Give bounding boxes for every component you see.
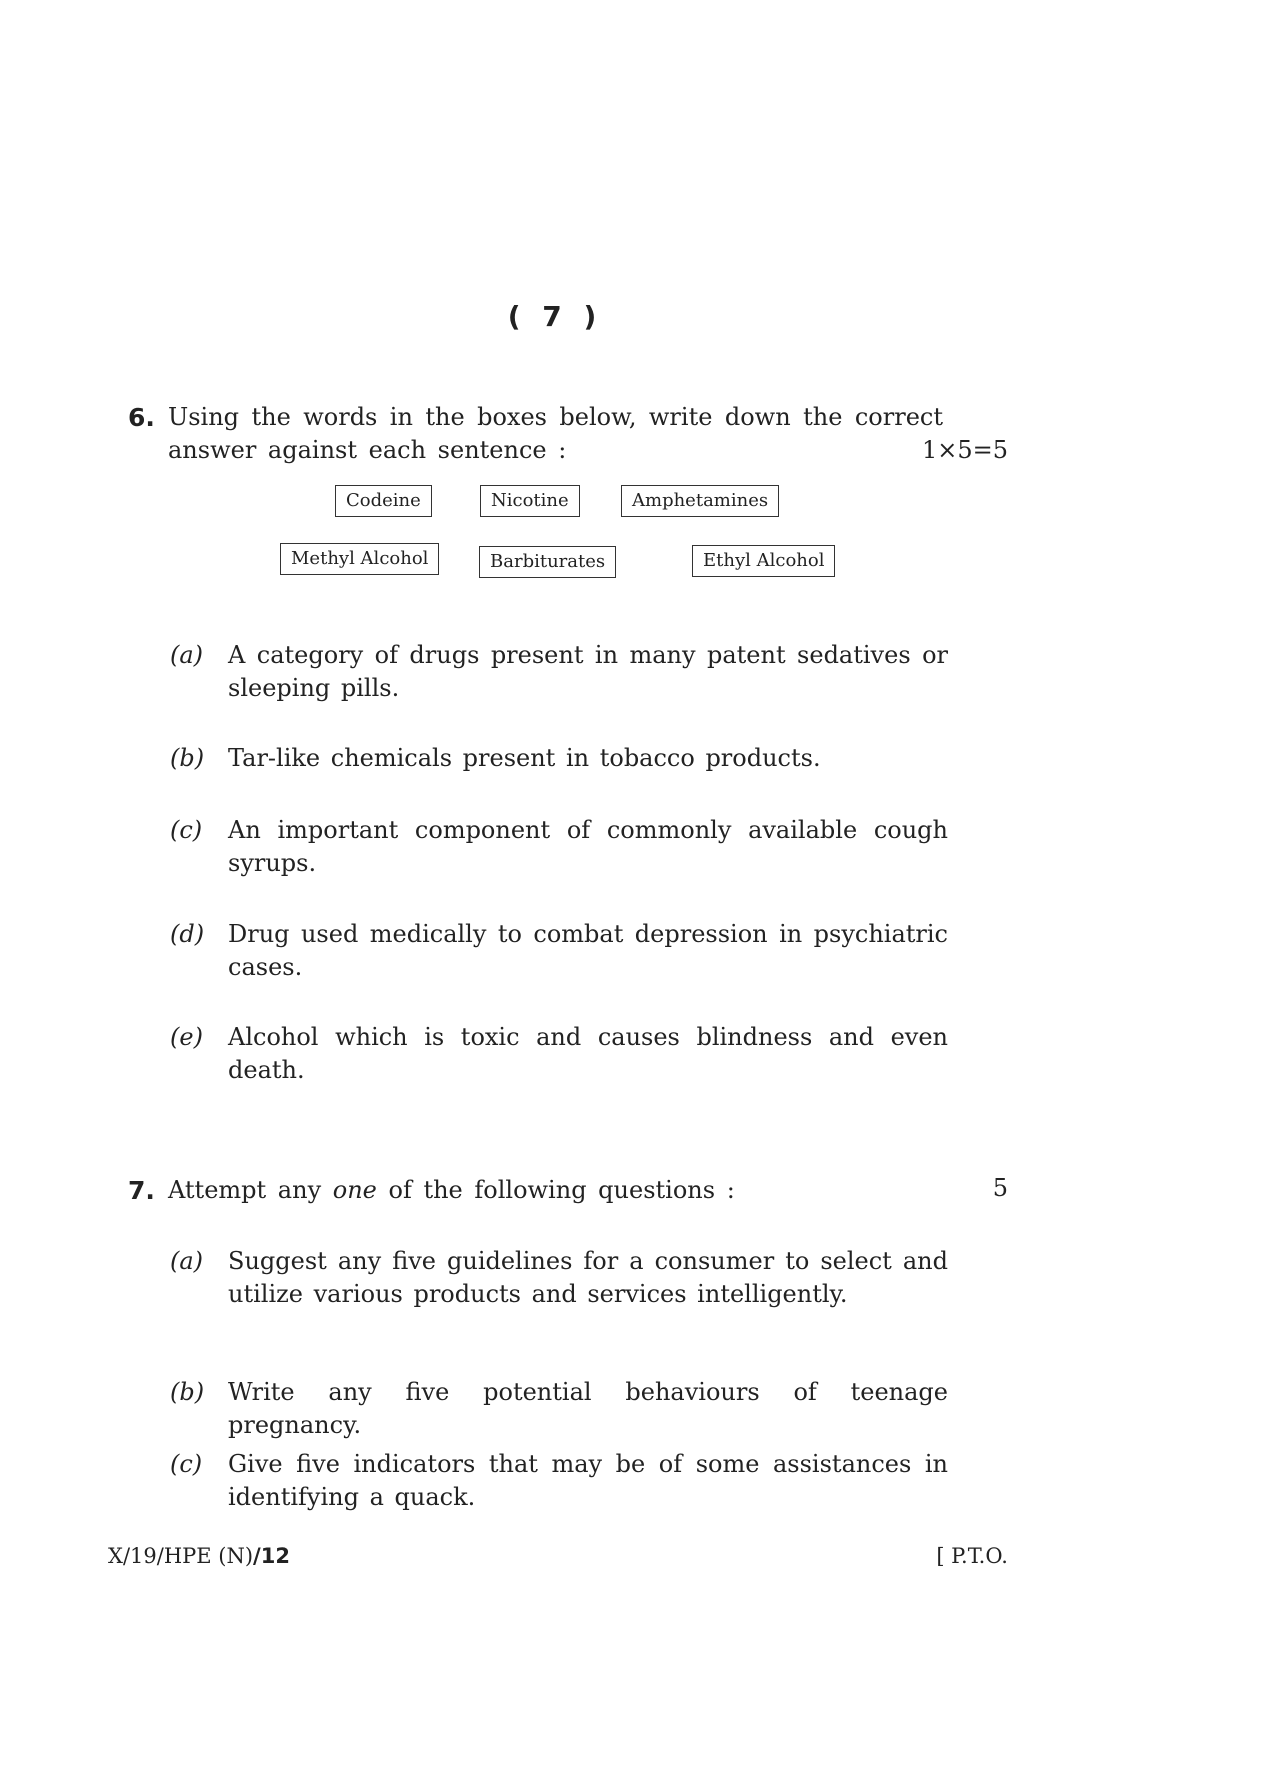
paper-code-suffix: /12	[253, 1544, 290, 1568]
q6-item-b-letter: (b)	[170, 744, 205, 772]
paper-code	[108, 1544, 290, 1568]
question-7-text	[168, 1174, 943, 1207]
q6-item-b-text: Tar-like chemicals present in tobacco products.	[228, 744, 821, 772]
word-box-ethyl-alcohol: Ethyl Alcohol	[692, 545, 835, 577]
word-box-methyl-alcohol: Methyl Alcohol	[280, 543, 439, 575]
pto-label: [ P.T.O.	[936, 1544, 1008, 1568]
question-6-marks: 1×5=5	[921, 436, 1008, 464]
paper-code-prefix: X/19/HPE (N)	[108, 1544, 254, 1568]
q7-item-b-text: Write any five potential behaviours of teenage pregnancy.	[228, 1378, 948, 1439]
word-box-amphetamines: Amphetamines	[621, 485, 779, 517]
q7-text-after: of the following questions :	[376, 1176, 735, 1204]
word-box-barbiturates: Barbiturates	[479, 546, 616, 578]
question-7-number: 7.	[128, 1176, 155, 1205]
page-number: ( 7 )	[507, 300, 603, 333]
q6-item-d-text: Drug used medically to combat depression in psychiatric cases.	[228, 920, 948, 981]
word-box-codeine: Codeine	[335, 485, 432, 517]
q7-item-c-letter: (c)	[170, 1450, 203, 1478]
q7-item-a-letter: (a)	[170, 1247, 204, 1275]
question-6-text: Using the words in the boxes below, write down the correct answer against each sentence :	[168, 403, 943, 464]
q7-text-before: Attempt any	[168, 1176, 333, 1204]
word-box-nicotine: Nicotine	[480, 485, 580, 517]
q7-item-a-text: Suggest any five guidelines for a consumer to select and utilize various products and services intelligently.	[228, 1247, 948, 1308]
question-7-marks: 5	[992, 1174, 1008, 1202]
q6-item-e-letter: (e)	[170, 1023, 203, 1051]
q6-item-c-letter: (c)	[170, 816, 203, 844]
q6-item-d-letter: (d)	[170, 920, 205, 948]
q6-item-c-text: An important component of commonly available cough syrups.	[228, 816, 948, 877]
q7-item-b-letter: (b)	[170, 1378, 205, 1406]
q7-item-c-text: Give five indicators that may be of some assistances in identifying a quack.	[228, 1450, 948, 1511]
q7-text-emphasis: one	[332, 1176, 377, 1204]
q6-item-a-text: A category of drugs present in many patent sedatives or sleeping pills.	[228, 641, 948, 702]
q6-item-e-text: Alcohol which is toxic and causes blindness and even death.	[228, 1023, 948, 1084]
question-6-number: 6.	[128, 403, 155, 432]
q6-item-a-letter: (a)	[170, 641, 204, 669]
